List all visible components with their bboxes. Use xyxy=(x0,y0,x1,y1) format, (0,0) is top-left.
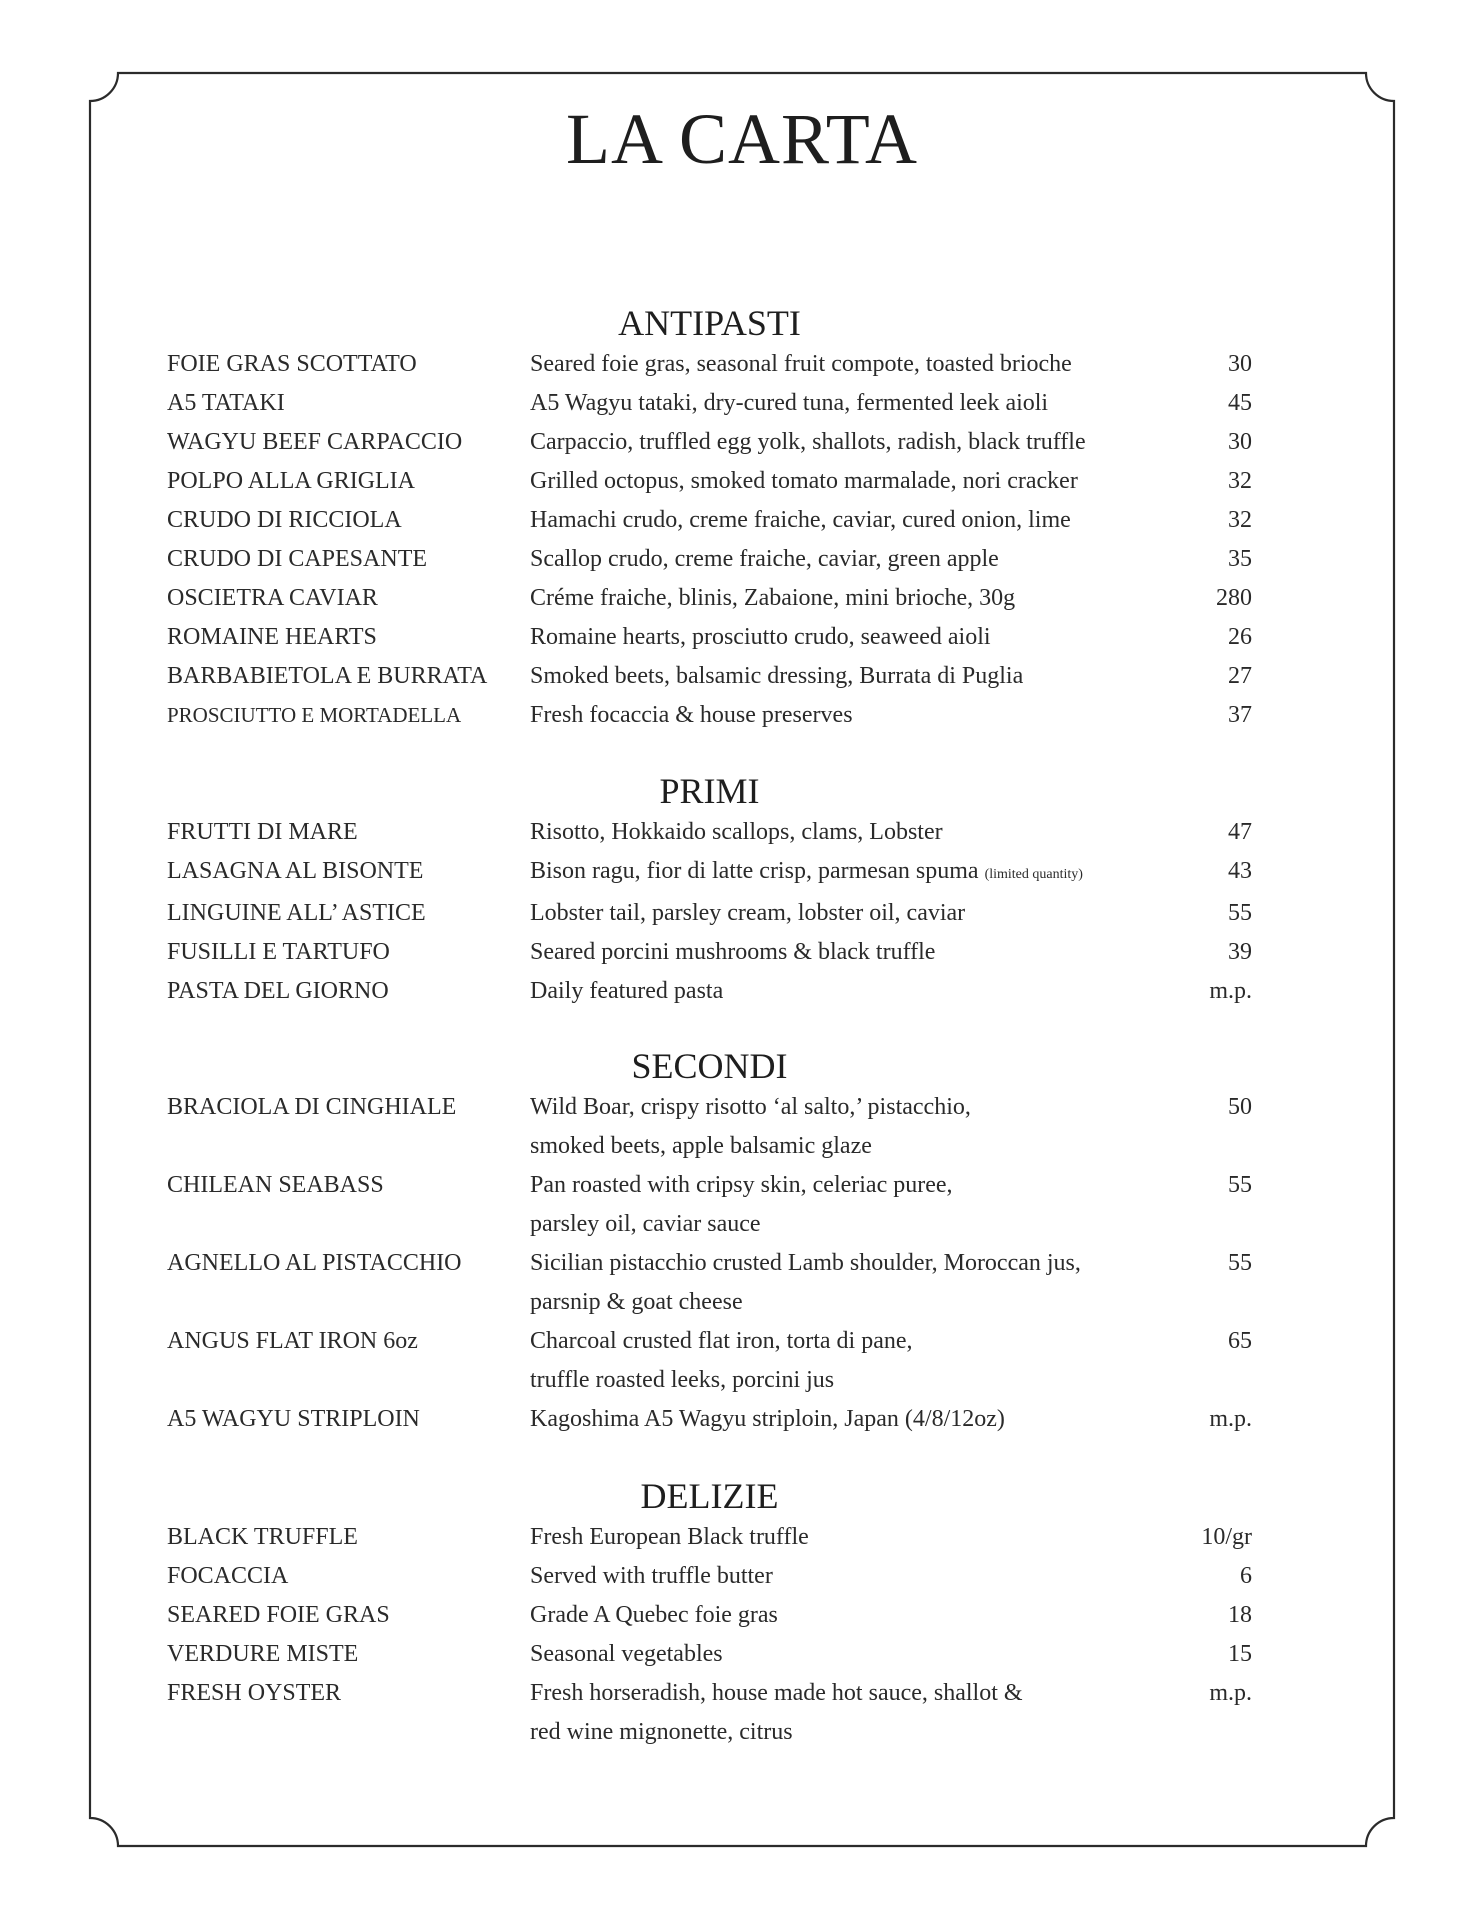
item-description xyxy=(530,1244,1162,1322)
item-price: m.p. xyxy=(1209,1680,1252,1706)
item-description: Kagoshima A5 Wagyu striploin, Japan (4/8/12oz) xyxy=(530,1406,1005,1432)
item-name: FUSILLI E TARTUFO xyxy=(167,939,390,965)
item-price: 65 xyxy=(1228,1328,1252,1354)
item-name: CRUDO DI CAPESANTE xyxy=(167,546,428,572)
item-price: 15 xyxy=(1228,1641,1252,1667)
item-description: Créme fraiche, blinis, Zabaione, mini brioche, 30g xyxy=(530,585,1016,611)
item-name: CRUDO DI RICCIOLA xyxy=(167,507,402,533)
item-description xyxy=(530,1674,1162,1752)
menu-item xyxy=(167,1166,1252,1244)
item-price: 47 xyxy=(1228,819,1252,845)
item-name: BRACIOLA DI CINGHIALE xyxy=(167,1094,457,1120)
item-description: Romaine hearts, prosciutto crudo, seaweed aioli xyxy=(530,624,991,650)
page-title: LA CARTA xyxy=(566,99,918,179)
item-description xyxy=(530,852,1162,894)
menu-item xyxy=(167,972,1252,1011)
section-title: PRIMI xyxy=(659,771,760,811)
menu-item xyxy=(167,1244,1252,1322)
item-description xyxy=(530,1322,1162,1400)
item-price: 37 xyxy=(1228,702,1252,728)
item-description: Grilled octopus, smoked tomato marmalade, nori cracker xyxy=(530,468,1078,494)
item-price: 32 xyxy=(1228,507,1252,533)
item-name: BLACK TRUFFLE xyxy=(167,1524,358,1550)
item-price: 50 xyxy=(1228,1094,1252,1120)
menu-item xyxy=(167,579,1252,618)
menu-item xyxy=(167,384,1252,423)
item-name: ROMAINE HEARTS xyxy=(167,624,377,650)
item-price: 55 xyxy=(1228,900,1252,926)
item-description: Served with truffle butter xyxy=(530,1563,773,1589)
item-description: Carpaccio, truffled egg yolk, shallots, radish, black truffle xyxy=(530,429,1086,455)
item-description: Hamachi crudo, creme fraiche, caviar, cured onion, lime xyxy=(530,507,1071,533)
menu-item xyxy=(167,345,1252,384)
item-description: Grade A Quebec foie gras xyxy=(530,1602,778,1628)
item-name: CHILEAN SEABASS xyxy=(167,1172,384,1198)
section-title: ANTIPASTI xyxy=(618,303,801,343)
item-price: 55 xyxy=(1228,1172,1252,1198)
item-name: WAGYU BEEF CARPACCIO xyxy=(167,429,463,455)
item-price: 39 xyxy=(1228,939,1252,965)
item-description xyxy=(530,1088,1162,1166)
item-name: SEARED FOIE GRAS xyxy=(167,1602,390,1628)
item-description-line: parsnip & goat cheese xyxy=(530,1289,743,1315)
menu-item xyxy=(167,813,1252,852)
menu-item xyxy=(167,852,1252,894)
item-price: 32 xyxy=(1228,468,1252,494)
item-name: AGNELLO AL PISTACCHIO xyxy=(167,1250,462,1276)
item-price: 6 xyxy=(1240,1563,1252,1589)
item-description: Seared foie gras, seasonal fruit compote, toasted brioche xyxy=(530,351,1072,377)
item-price: 35 xyxy=(1228,546,1252,572)
item-name: PASTA DEL GIORNO xyxy=(167,978,389,1004)
menu-item xyxy=(167,696,1252,735)
item-description: Seasonal vegetables xyxy=(530,1641,723,1667)
item-price: 10/gr xyxy=(1201,1524,1252,1550)
item-note: (limited quantity) xyxy=(984,867,1083,882)
menu-item xyxy=(167,1635,1252,1674)
menu-item xyxy=(167,501,1252,540)
item-description: Lobster tail, parsley cream, lobster oil, caviar xyxy=(530,900,966,926)
item-description-text: Bison ragu, fior di latte crisp, parmesan spuma xyxy=(530,858,979,884)
item-description: Seared porcini mushrooms & black truffle xyxy=(530,939,936,965)
item-price: 30 xyxy=(1228,429,1252,455)
item-name: BARBABIETOLA E BURRATA xyxy=(167,663,488,689)
menu-item xyxy=(167,1400,1252,1439)
section-title: SECONDI xyxy=(631,1046,788,1086)
item-description-line: Sicilian pistacchio crusted Lamb shoulder, Moroccan jus, xyxy=(530,1250,1081,1276)
item-price: m.p. xyxy=(1209,1406,1252,1432)
item-description-line: Charcoal crusted flat iron, torta di pane, xyxy=(530,1328,913,1354)
item-price: 27 xyxy=(1228,663,1252,689)
item-description-line: Fresh horseradish, house made hot sauce, shallot & xyxy=(530,1680,1023,1706)
item-description: Daily featured pasta xyxy=(530,978,724,1004)
item-name: FOIE GRAS SCOTTATO xyxy=(167,351,417,377)
item-price: 18 xyxy=(1228,1602,1252,1628)
section-title: DELIZIE xyxy=(640,1476,779,1516)
item-price: 55 xyxy=(1228,1250,1252,1276)
menu-item xyxy=(167,1518,1252,1557)
section-delizie xyxy=(167,1476,1252,1752)
item-description: Fresh European Black truffle xyxy=(530,1524,809,1550)
menu-item xyxy=(167,1596,1252,1635)
item-description: Smoked beets, balsamic dressing, Burrata di Puglia xyxy=(530,663,1024,689)
item-name: FRUTTI DI MARE xyxy=(167,819,358,845)
item-description-line: Wild Boar, crispy risotto ‘al salto,’ pistacchio, xyxy=(530,1094,971,1120)
item-name: POLPO ALLA GRIGLIA xyxy=(167,468,416,494)
item-name: FRESH OYSTER xyxy=(167,1680,342,1706)
menu-item xyxy=(167,540,1252,579)
menu-item xyxy=(167,933,1252,972)
menu-item xyxy=(167,657,1252,696)
item-description: A5 Wagyu tataki, dry-cured tuna, fermented leek aioli xyxy=(530,390,1049,416)
item-description-line: Pan roasted with cripsy skin, celeriac puree, xyxy=(530,1172,953,1198)
item-price: m.p. xyxy=(1209,978,1252,1004)
item-description-line: red wine mignonette, citrus xyxy=(530,1719,793,1745)
section-secondi xyxy=(167,1046,1252,1439)
menu-item xyxy=(167,1674,1252,1752)
menu-item xyxy=(167,423,1252,462)
menu-item xyxy=(167,1088,1252,1166)
menu-item xyxy=(167,1557,1252,1596)
menu-item xyxy=(167,462,1252,501)
item-name: FOCACCIA xyxy=(167,1563,289,1589)
item-price: 280 xyxy=(1216,585,1252,611)
item-price: 30 xyxy=(1228,351,1252,377)
item-description-line: smoked beets, apple balsamic glaze xyxy=(530,1133,872,1159)
item-name: ANGUS FLAT IRON 6oz xyxy=(167,1328,418,1354)
section-primi xyxy=(167,771,1252,1011)
item-name: PROSCIUTTO E MORTADELLA xyxy=(167,703,462,727)
menu-item xyxy=(167,894,1252,933)
item-description: Risotto, Hokkaido scallops, clams, Lobster xyxy=(530,819,943,845)
item-name: LINGUINE ALL’ ASTICE xyxy=(167,900,426,926)
menu-item xyxy=(167,1322,1252,1400)
item-price: 43 xyxy=(1228,858,1252,884)
item-name: LASAGNA AL BISONTE xyxy=(167,858,424,884)
item-price: 26 xyxy=(1228,624,1252,650)
item-description: Fresh focaccia & house preserves xyxy=(530,702,853,728)
item-description xyxy=(530,1166,1162,1244)
item-price: 45 xyxy=(1228,390,1252,416)
menu-item xyxy=(167,618,1252,657)
item-name: A5 TATAKI xyxy=(167,390,285,416)
item-name: VERDURE MISTE xyxy=(167,1641,359,1667)
item-description-line: parsley oil, caviar sauce xyxy=(530,1211,761,1237)
section-antipasti xyxy=(167,303,1252,735)
item-description: Scallop crudo, creme fraiche, caviar, green apple xyxy=(530,546,999,572)
item-description-line: truffle roasted leeks, porcini jus xyxy=(530,1367,835,1393)
item-name: A5 WAGYU STRIPLOIN xyxy=(167,1406,420,1432)
item-name: OSCIETRA CAVIAR xyxy=(167,585,378,611)
